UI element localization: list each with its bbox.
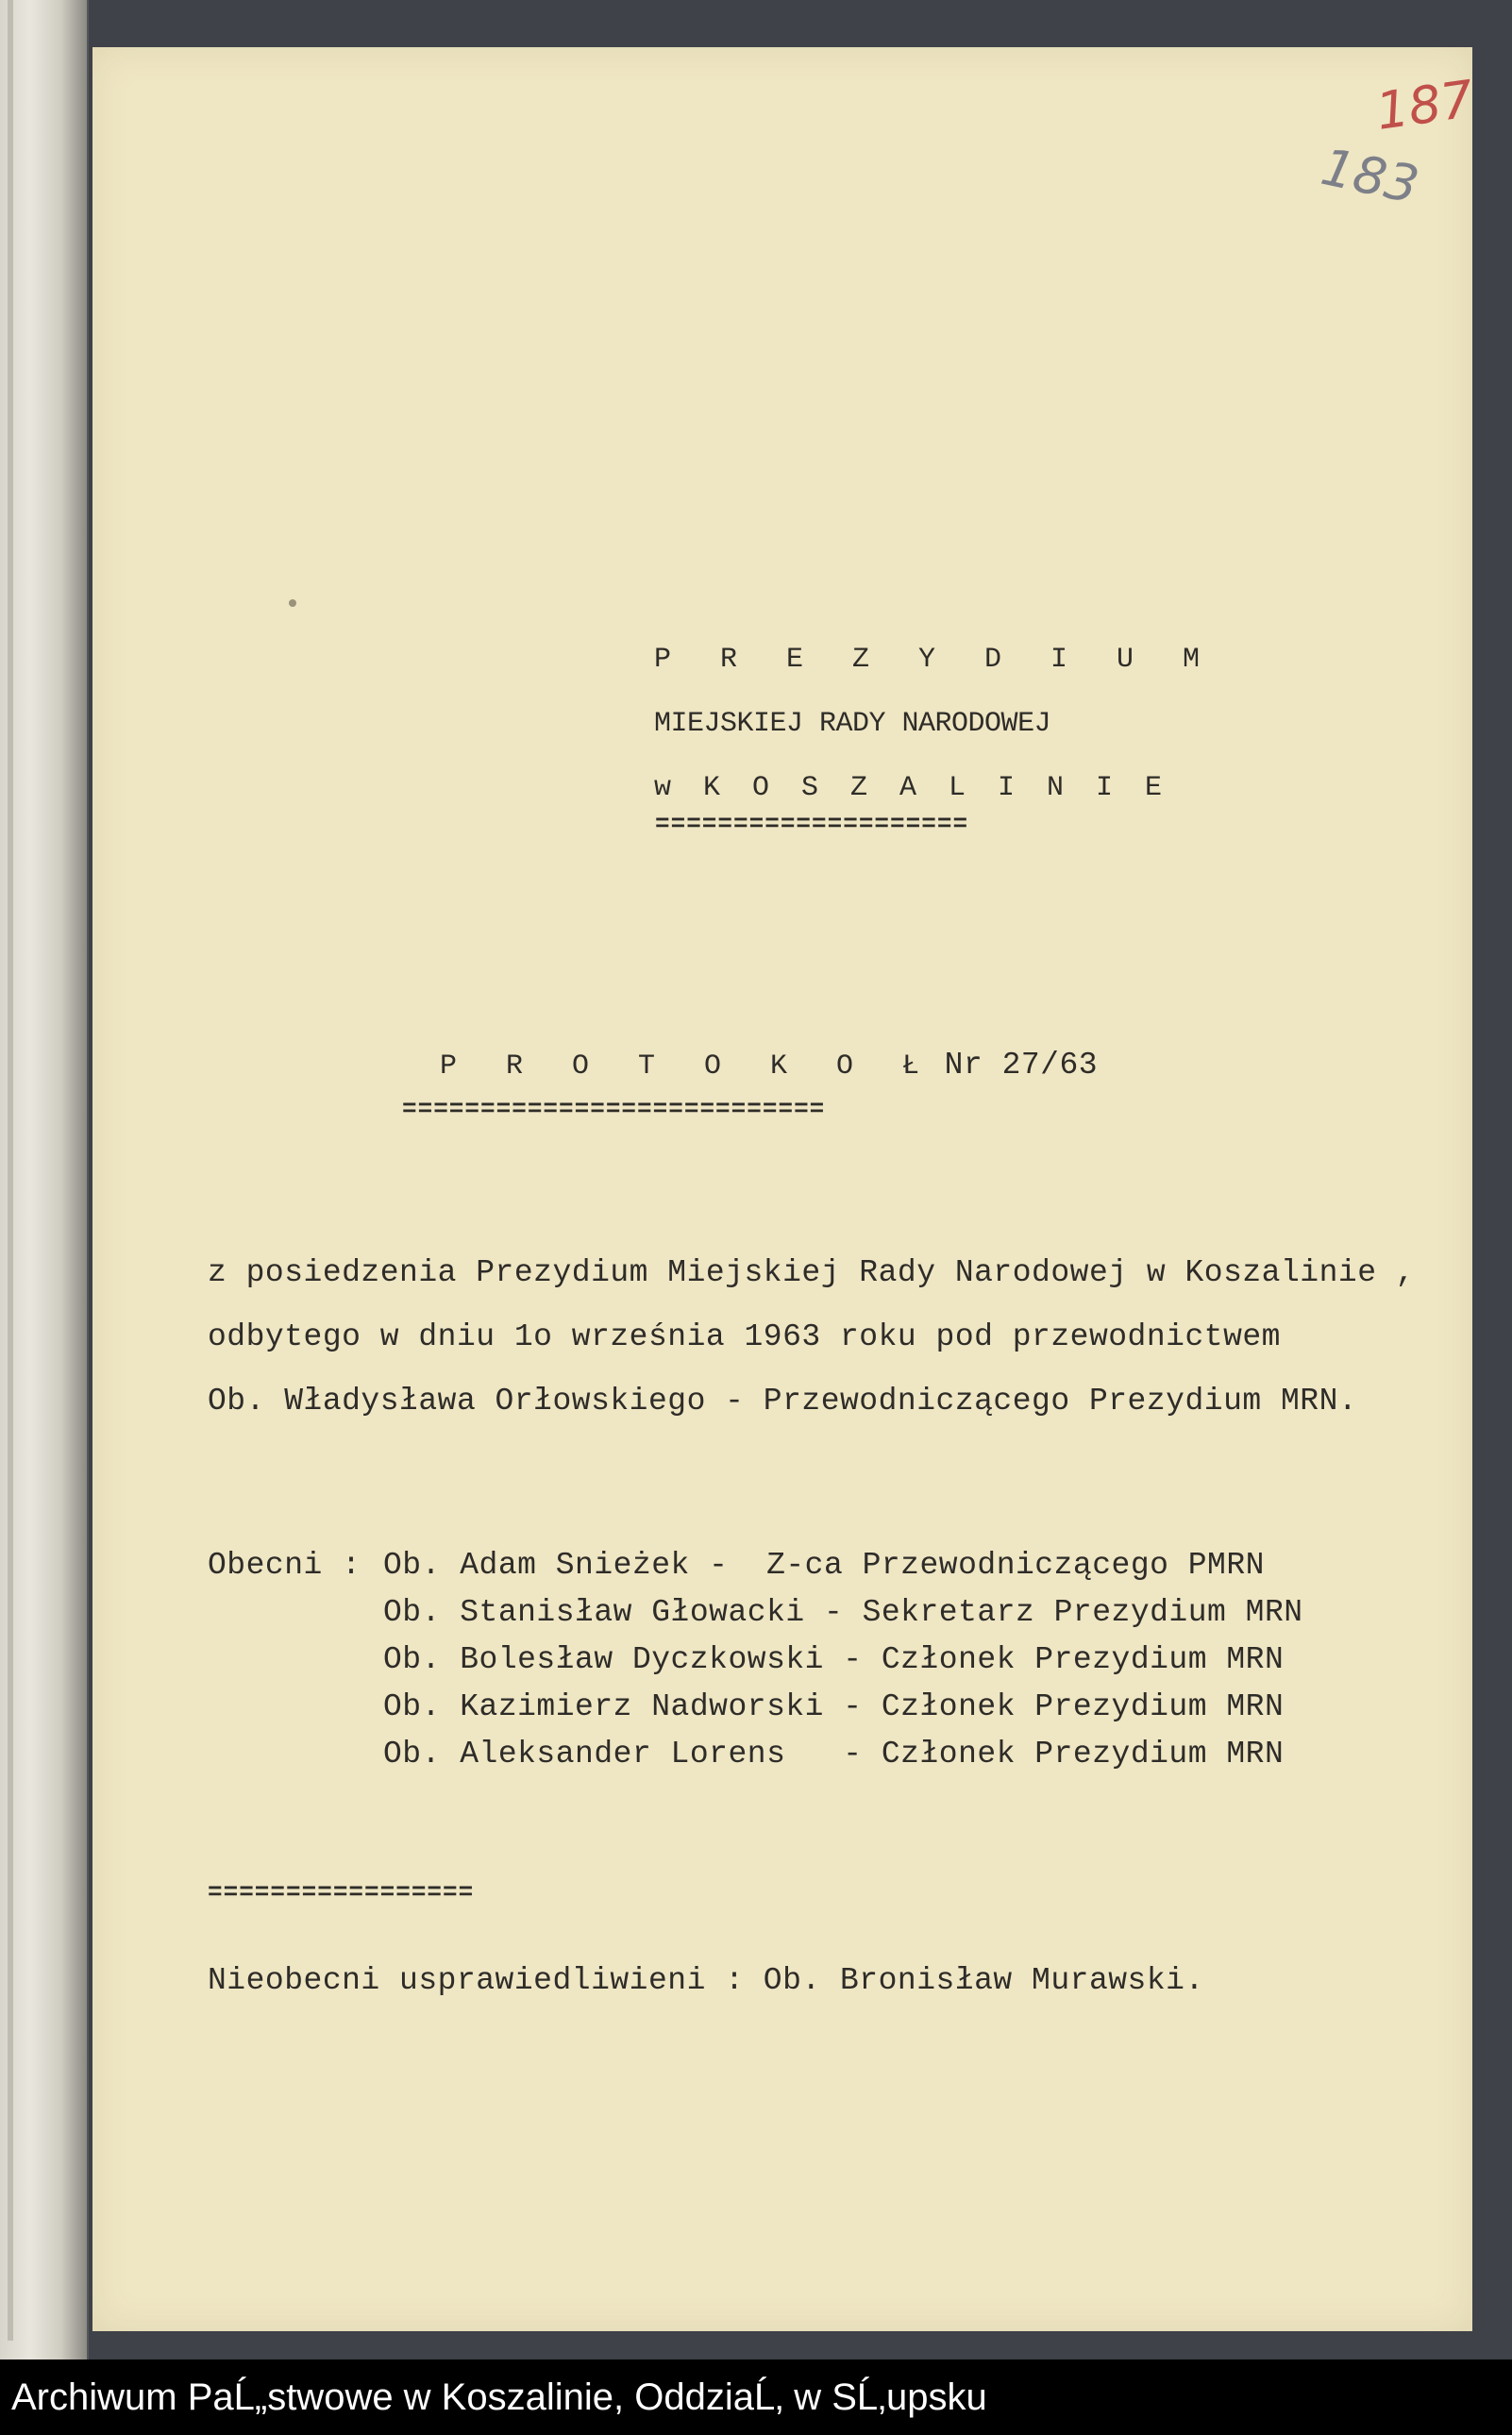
present-member: Ob. Kazimierz Nadworski - Członek Prezydium MRN <box>383 1689 1285 1724</box>
archive-footer: Archiwum PaĹ„stwowe w Koszalinie, OddziaĹ‚ w SĹ‚upsku <box>0 2359 1512 2435</box>
absent-line: Nieobecni usprawiedliwieni : Ob. Bronisław Murawski. <box>208 1963 1204 1998</box>
protocol-word: P R O T O K O Ł <box>440 1050 936 1083</box>
header-line-city: w K O S Z A L I N I E <box>654 772 1170 804</box>
header-rule: ==================== <box>655 810 969 838</box>
section-separator: ================= <box>208 1878 475 1906</box>
present-member: Ob. Aleksander Lorens - Członek Prezydium MRN <box>383 1737 1285 1772</box>
document-page <box>92 47 1477 2331</box>
protocol-number: Nr 27/63 <box>944 1048 1099 1083</box>
intro-line-3: Ob. Władysława Orłowskiego - Przewodniczącego Prezydium MRN. <box>208 1384 1358 1419</box>
archive-number-grey: 183 <box>1316 136 1424 216</box>
header-line-rada: MIEJSKIEJ RADY NARODOWEJ <box>654 708 1051 740</box>
binder-spine <box>0 0 89 2359</box>
binder-edge <box>8 0 13 2341</box>
intro-line-2: odbytego w dniu 1o września 1963 roku pod przewodnictwem <box>208 1319 1281 1354</box>
present-label: Obecni : <box>208 1548 361 1583</box>
paper-speck <box>289 599 296 607</box>
protocol-title <box>440 1048 1098 1083</box>
archive-number-red: 187 <box>1372 69 1477 142</box>
present-member: Ob. Adam Snieżek - Z-ca Przewodniczącego PMRN <box>383 1548 1265 1583</box>
header-line-prezydium: P R E Z Y D I U M <box>654 644 1217 676</box>
protocol-rule: =========================== <box>402 1095 826 1123</box>
intro-line-1: z posiedzenia Prezydium Miejskiej Rady Narodowej w Koszalinie , <box>208 1255 1416 1290</box>
present-member: Ob. Stanisław Głowacki - Sekretarz Prezydium MRN <box>383 1595 1303 1630</box>
present-member: Ob. Bolesław Dyczkowski - Członek Prezydium MRN <box>383 1642 1285 1677</box>
